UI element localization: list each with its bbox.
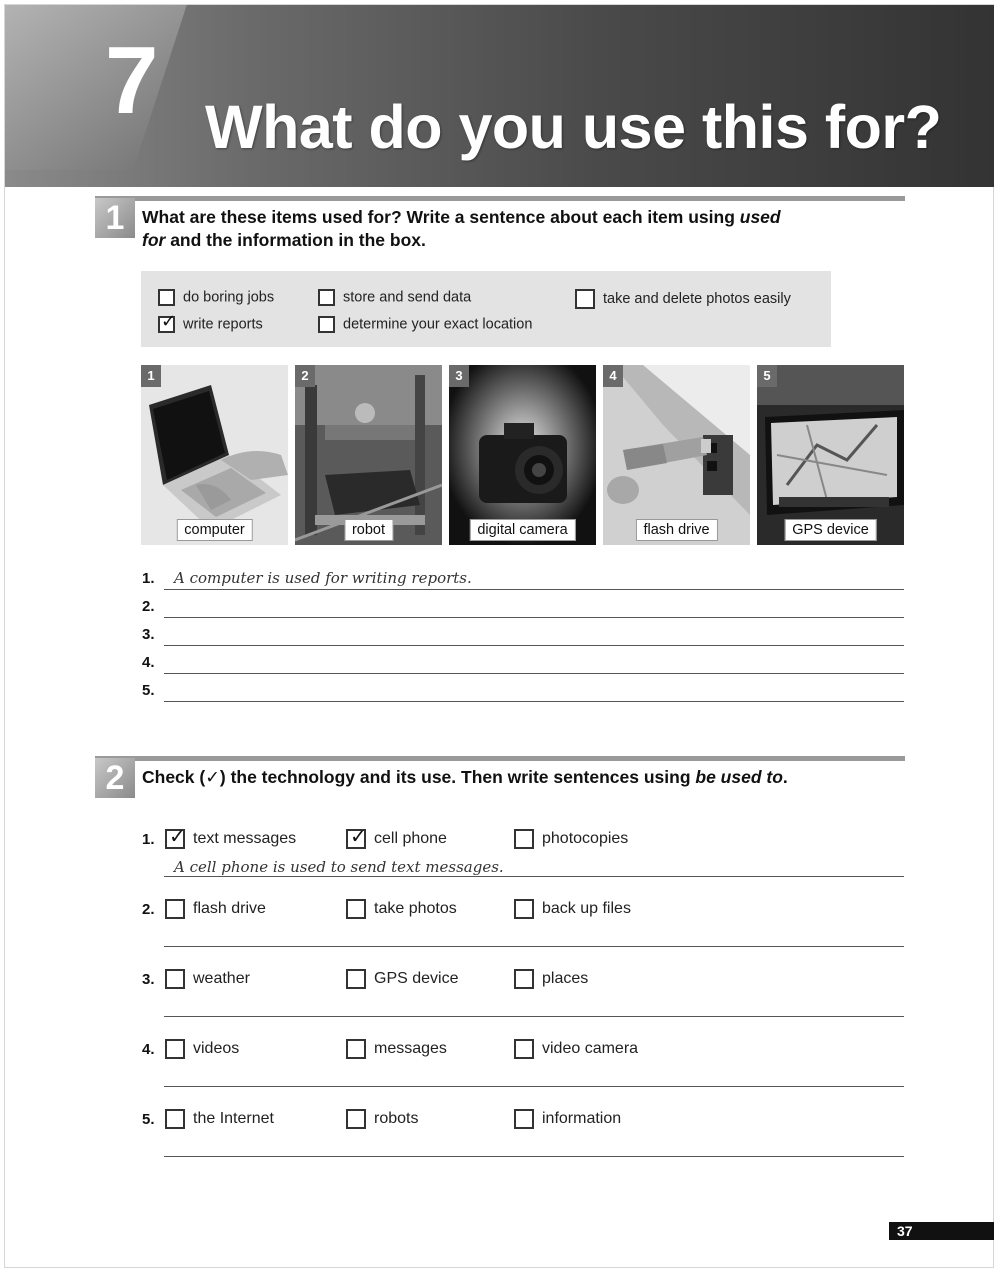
check-row [142, 1039, 904, 1089]
photo-number: 4 [603, 365, 623, 387]
answer-line[interactable] [142, 598, 904, 620]
photo-digital-camera [449, 365, 596, 545]
write-line[interactable] [164, 1016, 904, 1017]
checkbox[interactable] [318, 289, 335, 306]
checkbox[interactable] [346, 1039, 366, 1059]
check-row [142, 899, 904, 949]
answer-text: A cell phone is used to send text messages. [174, 858, 504, 876]
answer-line[interactable] [142, 654, 904, 676]
unit-number: 7 [105, 27, 159, 134]
option[interactable]: ✓ cell phone [346, 829, 447, 849]
checkbox[interactable] [165, 1039, 185, 1059]
row-number: 5. [142, 1111, 155, 1128]
unit-tab [5, 5, 190, 170]
answer-number: 3. [142, 626, 155, 643]
option[interactable]: photocopies [514, 829, 628, 849]
answer-line[interactable] [142, 626, 904, 648]
exercise-2-badge: 2 [95, 758, 135, 798]
check-row [142, 824, 904, 879]
exercise-2-instruction: Check (✓) the technology and its use. Then write sentences using be used to. [142, 767, 788, 787]
option[interactable]: video camera [514, 1039, 638, 1059]
checkbox[interactable] [575, 289, 595, 309]
option[interactable]: videos [165, 1039, 239, 1059]
photo-caption: flash drive [635, 519, 717, 541]
option[interactable]: take photos [346, 899, 457, 919]
row-number: 4. [142, 1041, 155, 1058]
option[interactable]: GPS device [346, 969, 458, 989]
photo-caption: computer [176, 519, 252, 541]
write-line [164, 645, 904, 646]
word-box-item: do boring jobs [158, 289, 274, 306]
photo-gps-device [757, 365, 904, 545]
answer-text: A computer is used for writing reports. [174, 569, 472, 587]
checkbox[interactable] [514, 899, 534, 919]
photo-number: 1 [141, 365, 161, 387]
checkbox[interactable] [158, 311, 177, 333]
answer-line[interactable] [142, 570, 904, 592]
option[interactable]: flash drive [165, 899, 266, 919]
checkbox[interactable] [165, 899, 185, 919]
check-mark-icon: ✓ [161, 311, 177, 332]
answer-number: 5. [142, 682, 155, 699]
option[interactable]: messages [346, 1039, 447, 1059]
word-box-item: take and delete photos easily [575, 289, 791, 309]
page-number: 37 [889, 1222, 994, 1240]
checkbox[interactable] [346, 899, 366, 919]
row-number: 3. [142, 971, 155, 988]
option[interactable]: ✓ text messages [165, 829, 296, 849]
word-box-item: store and send data [318, 289, 471, 306]
answer-line[interactable] [142, 682, 904, 704]
write-line[interactable] [164, 1086, 904, 1087]
checkbox[interactable] [514, 829, 534, 849]
option[interactable]: weather [165, 969, 250, 989]
checkbox[interactable] [165, 1109, 185, 1129]
robot-image [295, 365, 442, 545]
laptop-image [141, 365, 288, 545]
photo-caption: digital camera [469, 519, 575, 541]
row-number: 1. [142, 831, 155, 848]
write-line [164, 617, 904, 618]
checkbox[interactable] [165, 824, 186, 849]
option[interactable]: places [514, 969, 588, 989]
checkbox[interactable] [346, 969, 366, 989]
photo-number: 2 [295, 365, 315, 387]
answer-number: 4. [142, 654, 155, 671]
exercise-2-rule [95, 756, 905, 761]
option[interactable]: back up files [514, 899, 631, 919]
photo-caption: GPS device [784, 519, 877, 541]
flash-drive-image [603, 365, 750, 545]
word-box [141, 271, 831, 347]
checkbox[interactable] [158, 289, 175, 306]
page-title: What do you use this for? [205, 93, 942, 161]
write-line[interactable] [164, 876, 904, 877]
checkbox[interactable] [346, 1109, 366, 1129]
checkbox[interactable] [318, 316, 335, 333]
photo-computer [141, 365, 288, 545]
photo-number: 3 [449, 365, 469, 387]
gps-image [757, 365, 904, 545]
check-mark-icon: ✓ [169, 824, 186, 848]
write-line [164, 673, 904, 674]
photo-robot [295, 365, 442, 545]
answer-number: 2. [142, 598, 155, 615]
photo-flash-drive [603, 365, 750, 545]
checkbox[interactable] [514, 1109, 534, 1129]
row-number: 2. [142, 901, 155, 918]
checkbox[interactable] [346, 824, 367, 849]
write-line[interactable] [164, 1156, 904, 1157]
option[interactable]: robots [346, 1109, 418, 1129]
check-row [142, 969, 904, 1019]
check-row [142, 1109, 904, 1159]
checkbox[interactable] [165, 969, 185, 989]
write-line[interactable] [164, 946, 904, 947]
write-line [164, 589, 904, 590]
photo-caption: robot [344, 519, 393, 541]
check-mark-icon: ✓ [350, 824, 367, 848]
camera-image [449, 365, 596, 545]
unit-header [5, 5, 994, 187]
word-box-item: ✓ write reports [158, 316, 263, 333]
checkbox[interactable] [514, 969, 534, 989]
option[interactable]: the Internet [165, 1109, 274, 1129]
word-box-item: determine your exact location [318, 316, 532, 333]
option[interactable]: information [514, 1109, 621, 1129]
exercise-1-rule [95, 196, 905, 201]
checkbox[interactable] [514, 1039, 534, 1059]
exercise-1-badge: 1 [95, 198, 135, 238]
photo-number: 5 [757, 365, 777, 387]
write-line [164, 701, 904, 702]
answer-number: 1. [142, 570, 155, 587]
exercise-1-instruction: What are these items used for? Write a sentence about each item using used for and the information in the box. [142, 207, 781, 250]
